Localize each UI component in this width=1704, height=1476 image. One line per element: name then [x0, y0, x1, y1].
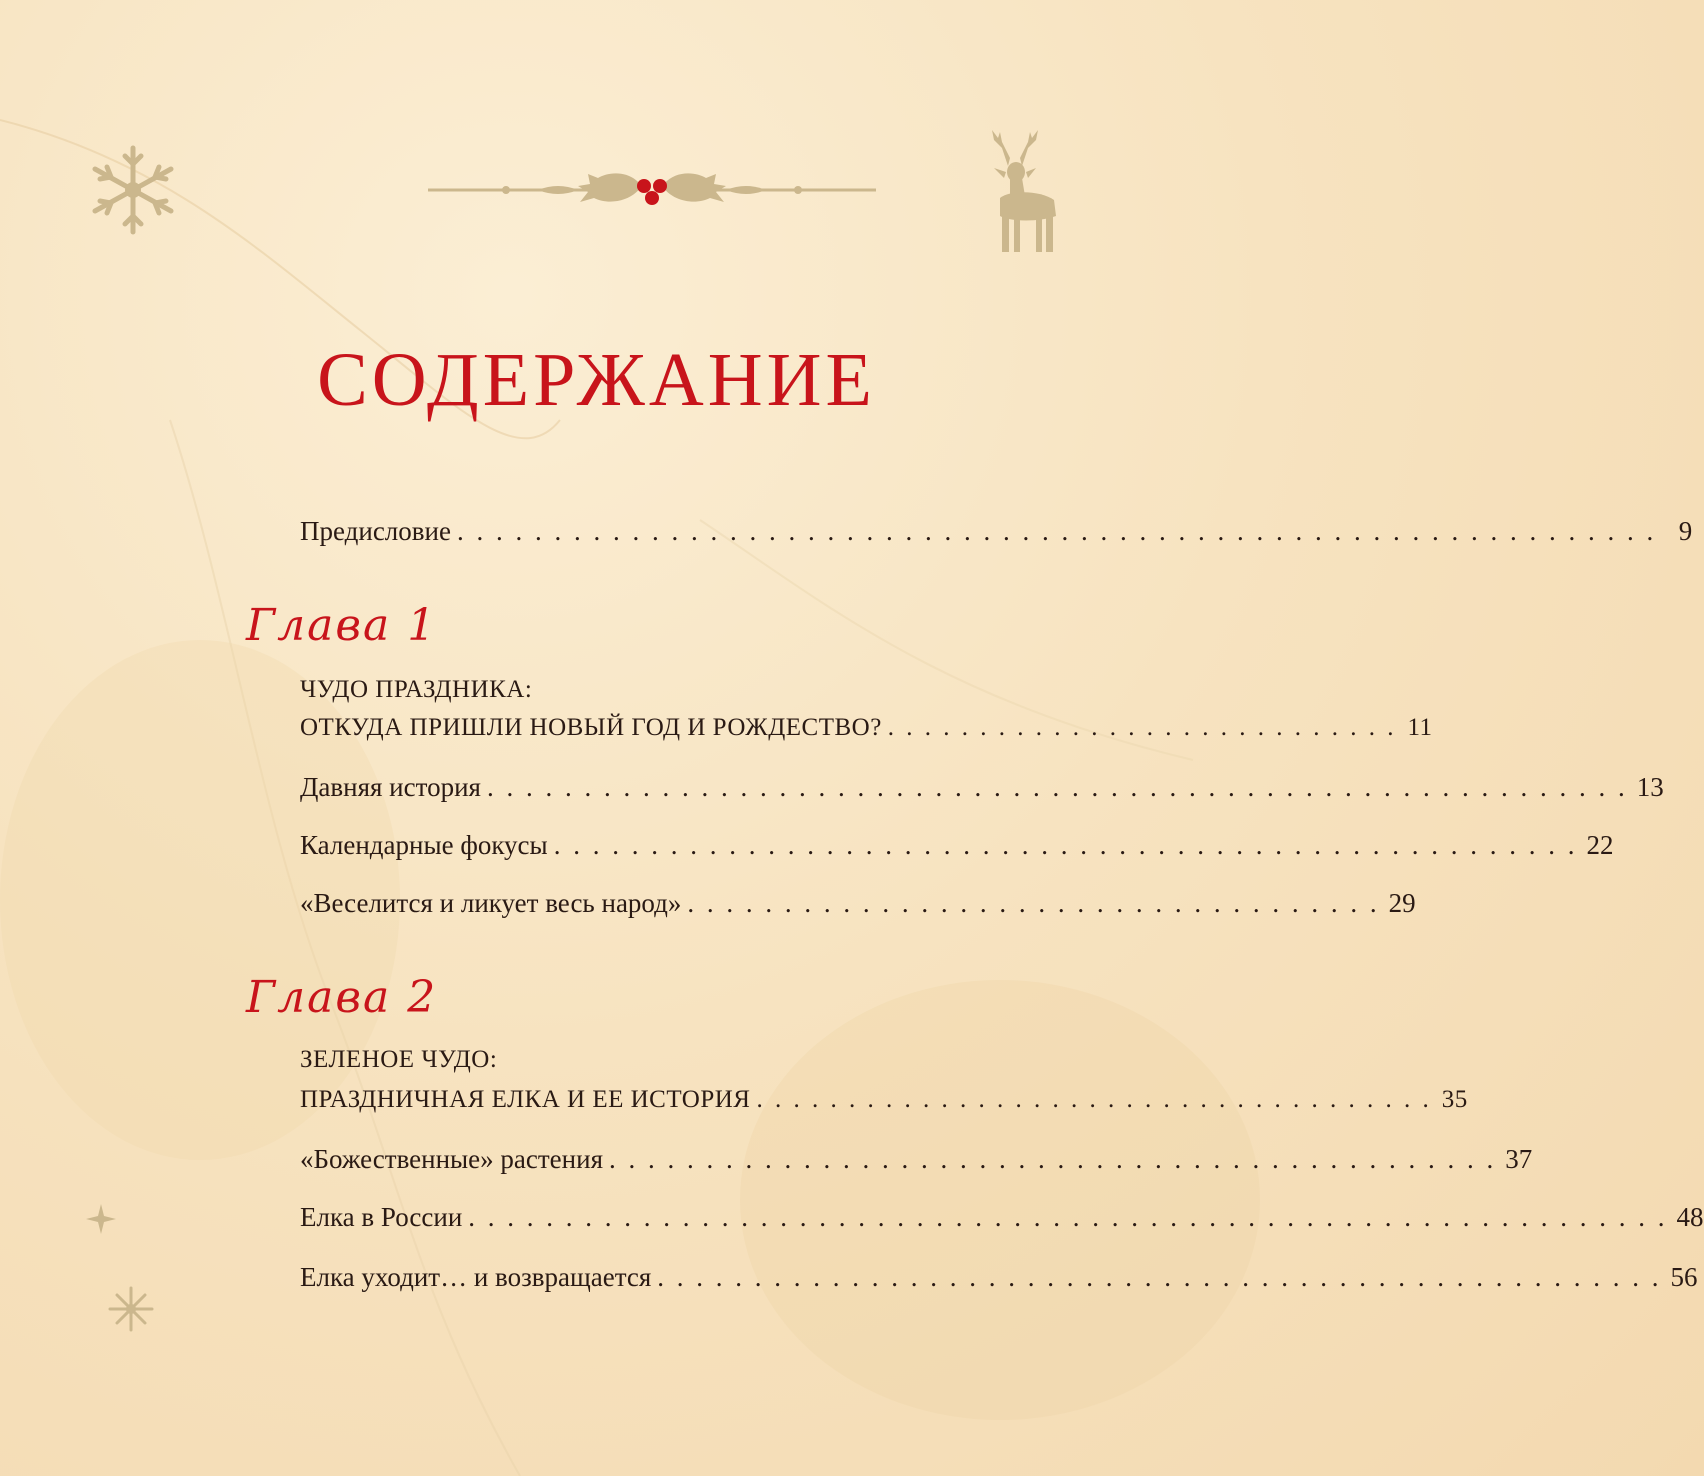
- leader-dots: . . . . . . . . . . . . . . . . . . . . . . . . . . . . . . . . . . . . .: [756, 1086, 1432, 1113]
- toc-entry-label: ПРАЗДНИЧНАЯ ЕЛКА И ЕЕ ИСТОРИЯ: [300, 1086, 751, 1113]
- sparkle-icon: [108, 1286, 154, 1332]
- toc-entry[interactable]: [300, 830, 1614, 870]
- chapter-2-heading: Глава 2: [246, 972, 438, 1023]
- leader-dots: . . . . . . . . . . . . . . . . . . . . . . . . . . . . . . . . . . . . . . . . . . . . . . . . . . . . .: [553, 830, 1578, 860]
- toc-page-number: 35: [1441, 1086, 1468, 1113]
- toc-page-number: 13: [1636, 772, 1664, 802]
- toc-entry-label: «Веселится и ликует весь народ»: [300, 888, 682, 918]
- toc-page-number: 29: [1388, 888, 1416, 918]
- toc-entry-label: «Божественные» растения: [300, 1144, 603, 1174]
- toc-entry-preface[interactable]: [300, 516, 1693, 556]
- toc-entry[interactable]: [300, 1144, 1533, 1184]
- toc-entry[interactable]: [300, 1262, 1698, 1302]
- page-title: СОДЕРЖАНИЕ: [317, 337, 876, 422]
- toc-page-number: 22: [1586, 830, 1614, 860]
- chapter-2-title-line-1: ЗЕЛЕНОЕ ЧУДО:: [300, 1046, 498, 1073]
- chapter-1-title-line-1: ЧУДО ПРАЗДНИКА:: [300, 676, 533, 703]
- snowflake-icon: [90, 140, 176, 240]
- toc-entry-label: Давняя история: [300, 772, 481, 802]
- toc-entry-label: Елка уходит… и возвращается: [300, 1262, 652, 1292]
- toc-entry-chapter-2-title[interactable]: [300, 1086, 1468, 1126]
- toc-page-number: 48: [1676, 1202, 1704, 1232]
- toc-entry-label: Елка в России: [300, 1202, 463, 1232]
- toc-page-number: 9: [1678, 516, 1693, 546]
- toc-entry-label: ОТКУДА ПРИШЛИ НОВЫЙ ГОД И РОЖДЕСТВО?: [300, 714, 882, 741]
- toc-entry-label: Календарные фокусы: [300, 830, 548, 860]
- leader-dots: . . . . . . . . . . . . . . . . . . . . . . . . . . . . . . . . . . . . . . . . . . . . . . . . . . . . . . . . . . . . . .: [456, 516, 1657, 546]
- star-icon: [86, 1204, 116, 1234]
- toc-entry-label: Предисловие: [300, 516, 451, 546]
- toc-entry[interactable]: [300, 888, 1416, 928]
- leader-dots: . . . . . . . . . . . . . . . . . . . . . . . . . . . . . . . . . . . . . . . . . . . . . . . . . . . . . . . . . . . . . .: [468, 1202, 1668, 1232]
- leader-dots: . . . . . . . . . . . . . . . . . . . . . . . . . . . . . . . . . . . . . . . . . . . . . .: [609, 1144, 1497, 1174]
- holly-ornament-icon: [428, 160, 876, 220]
- toc-entry[interactable]: [300, 772, 1664, 812]
- leader-dots: . . . . . . . . . . . . . . . . . . . . . . . . . . . .: [887, 714, 1397, 741]
- toc-page-number: 56: [1670, 1262, 1698, 1292]
- toc-entry-chapter-1-title[interactable]: [300, 714, 1433, 754]
- leader-dots: . . . . . . . . . . . . . . . . . . . . . . . . . . . . . . . . . . . . . . . . . . . . . . . . . . . . . . . . . . .: [486, 772, 1628, 802]
- deer-icon: [970, 128, 1060, 254]
- toc-page-number: 37: [1505, 1144, 1533, 1174]
- toc-entry[interactable]: [300, 1202, 1704, 1242]
- chapter-1-heading: Глава 1: [246, 600, 438, 651]
- leader-dots: . . . . . . . . . . . . . . . . . . . . . . . . . . . . . . . . . . . . . . . . . . . . . . . . . . . .: [657, 1262, 1662, 1292]
- toc-page-number: 11: [1407, 714, 1433, 741]
- leader-dots: . . . . . . . . . . . . . . . . . . . . . . . . . . . . . . . . . . . .: [687, 888, 1380, 918]
